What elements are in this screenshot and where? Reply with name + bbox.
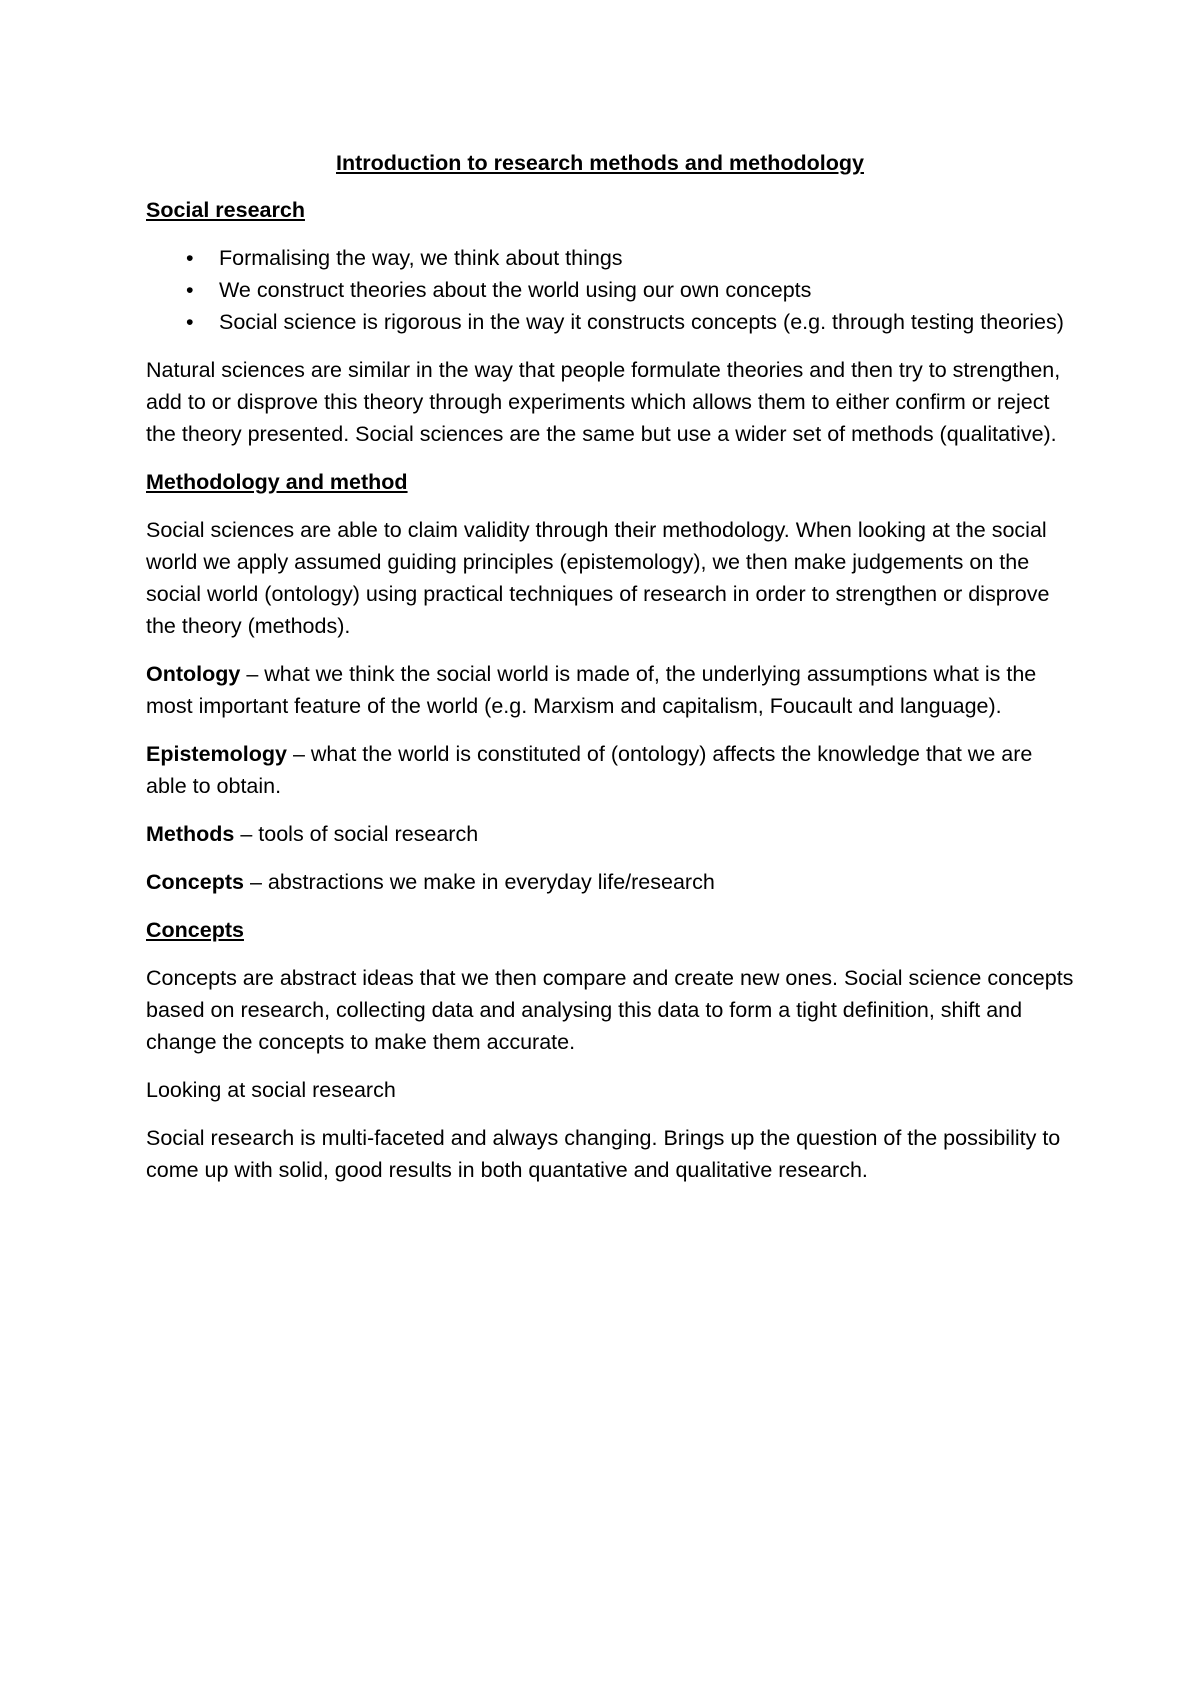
bullet-icon: • [186,278,194,302]
list-item-text: Formalising the way, we think about things [219,246,623,270]
definition-term: Epistemology [146,742,287,766]
list-item [146,242,1076,274]
definition-term: Methods [146,822,235,846]
heading-methodology: Methodology and method [146,470,408,494]
paragraph-looking-at-social-research: Social research is multi-faceted and always changing. Brings up the question of the possibility to come up with solid, good results in both quantative and qualitative research. [146,1126,1061,1182]
document-body [146,194,1076,1202]
heading-looking-at-social-research: Looking at social research [146,1078,396,1102]
bullet-icon: • [186,246,194,270]
definition-text: – what the world is constituted of (ontology) affects the knowledge that we are able to obtain. [146,742,1033,798]
heading-social-research: Social research [146,198,305,222]
definition-methods [146,818,1076,850]
definition-text: – tools of social research [234,822,479,846]
list-item-text: We construct theories about the world using our own concepts [219,278,812,302]
paragraph-methodology: Social sciences are able to claim validity through their methodology. When looking at the social world we apply assumed guiding principles (epistemology), we then make judgements on the social world (ontology) using practical techniques of research in order to strengthen or disprove the theory (methods). [146,518,1050,638]
definition-term: Concepts [146,870,244,894]
list-item-text: Social science is rigorous in the way it constructs concepts (e.g. through testing theories) [219,310,1064,334]
list-item [146,274,1076,306]
social-research-bullet-list [146,242,1076,338]
definition-text: – abstractions we make in everyday life/research [243,870,715,894]
heading-concepts: Concepts [146,918,244,942]
definition-text: – what we think the social world is made of, the underlying assumptions what is the most important feature of the world (e.g. Marxism and capitalism, Foucault and language). [146,662,1037,718]
definition-concepts [146,866,1076,898]
bullet-icon: • [186,310,194,334]
paragraph-concepts: Concepts are abstract ideas that we then compare and create new ones. Social science concepts based on research, collecting data and analysing this data to form a tight definition, shift and change the concepts to make them accurate. [146,966,1074,1054]
list-item [146,306,1076,338]
definition-ontology [146,658,1076,722]
definition-epistemology [146,738,1076,802]
document-title: Introduction to research methods and methodology [336,151,864,175]
paragraph-natural-sciences: Natural sciences are similar in the way that people formulate theories and then try to strengthen, add to or disprove this theory through experiments which allows them to either confirm or reject the theory presented. Social sciences are the same but use a wider set of methods (qualitative). [146,358,1061,446]
definition-term: Ontology [146,662,241,686]
